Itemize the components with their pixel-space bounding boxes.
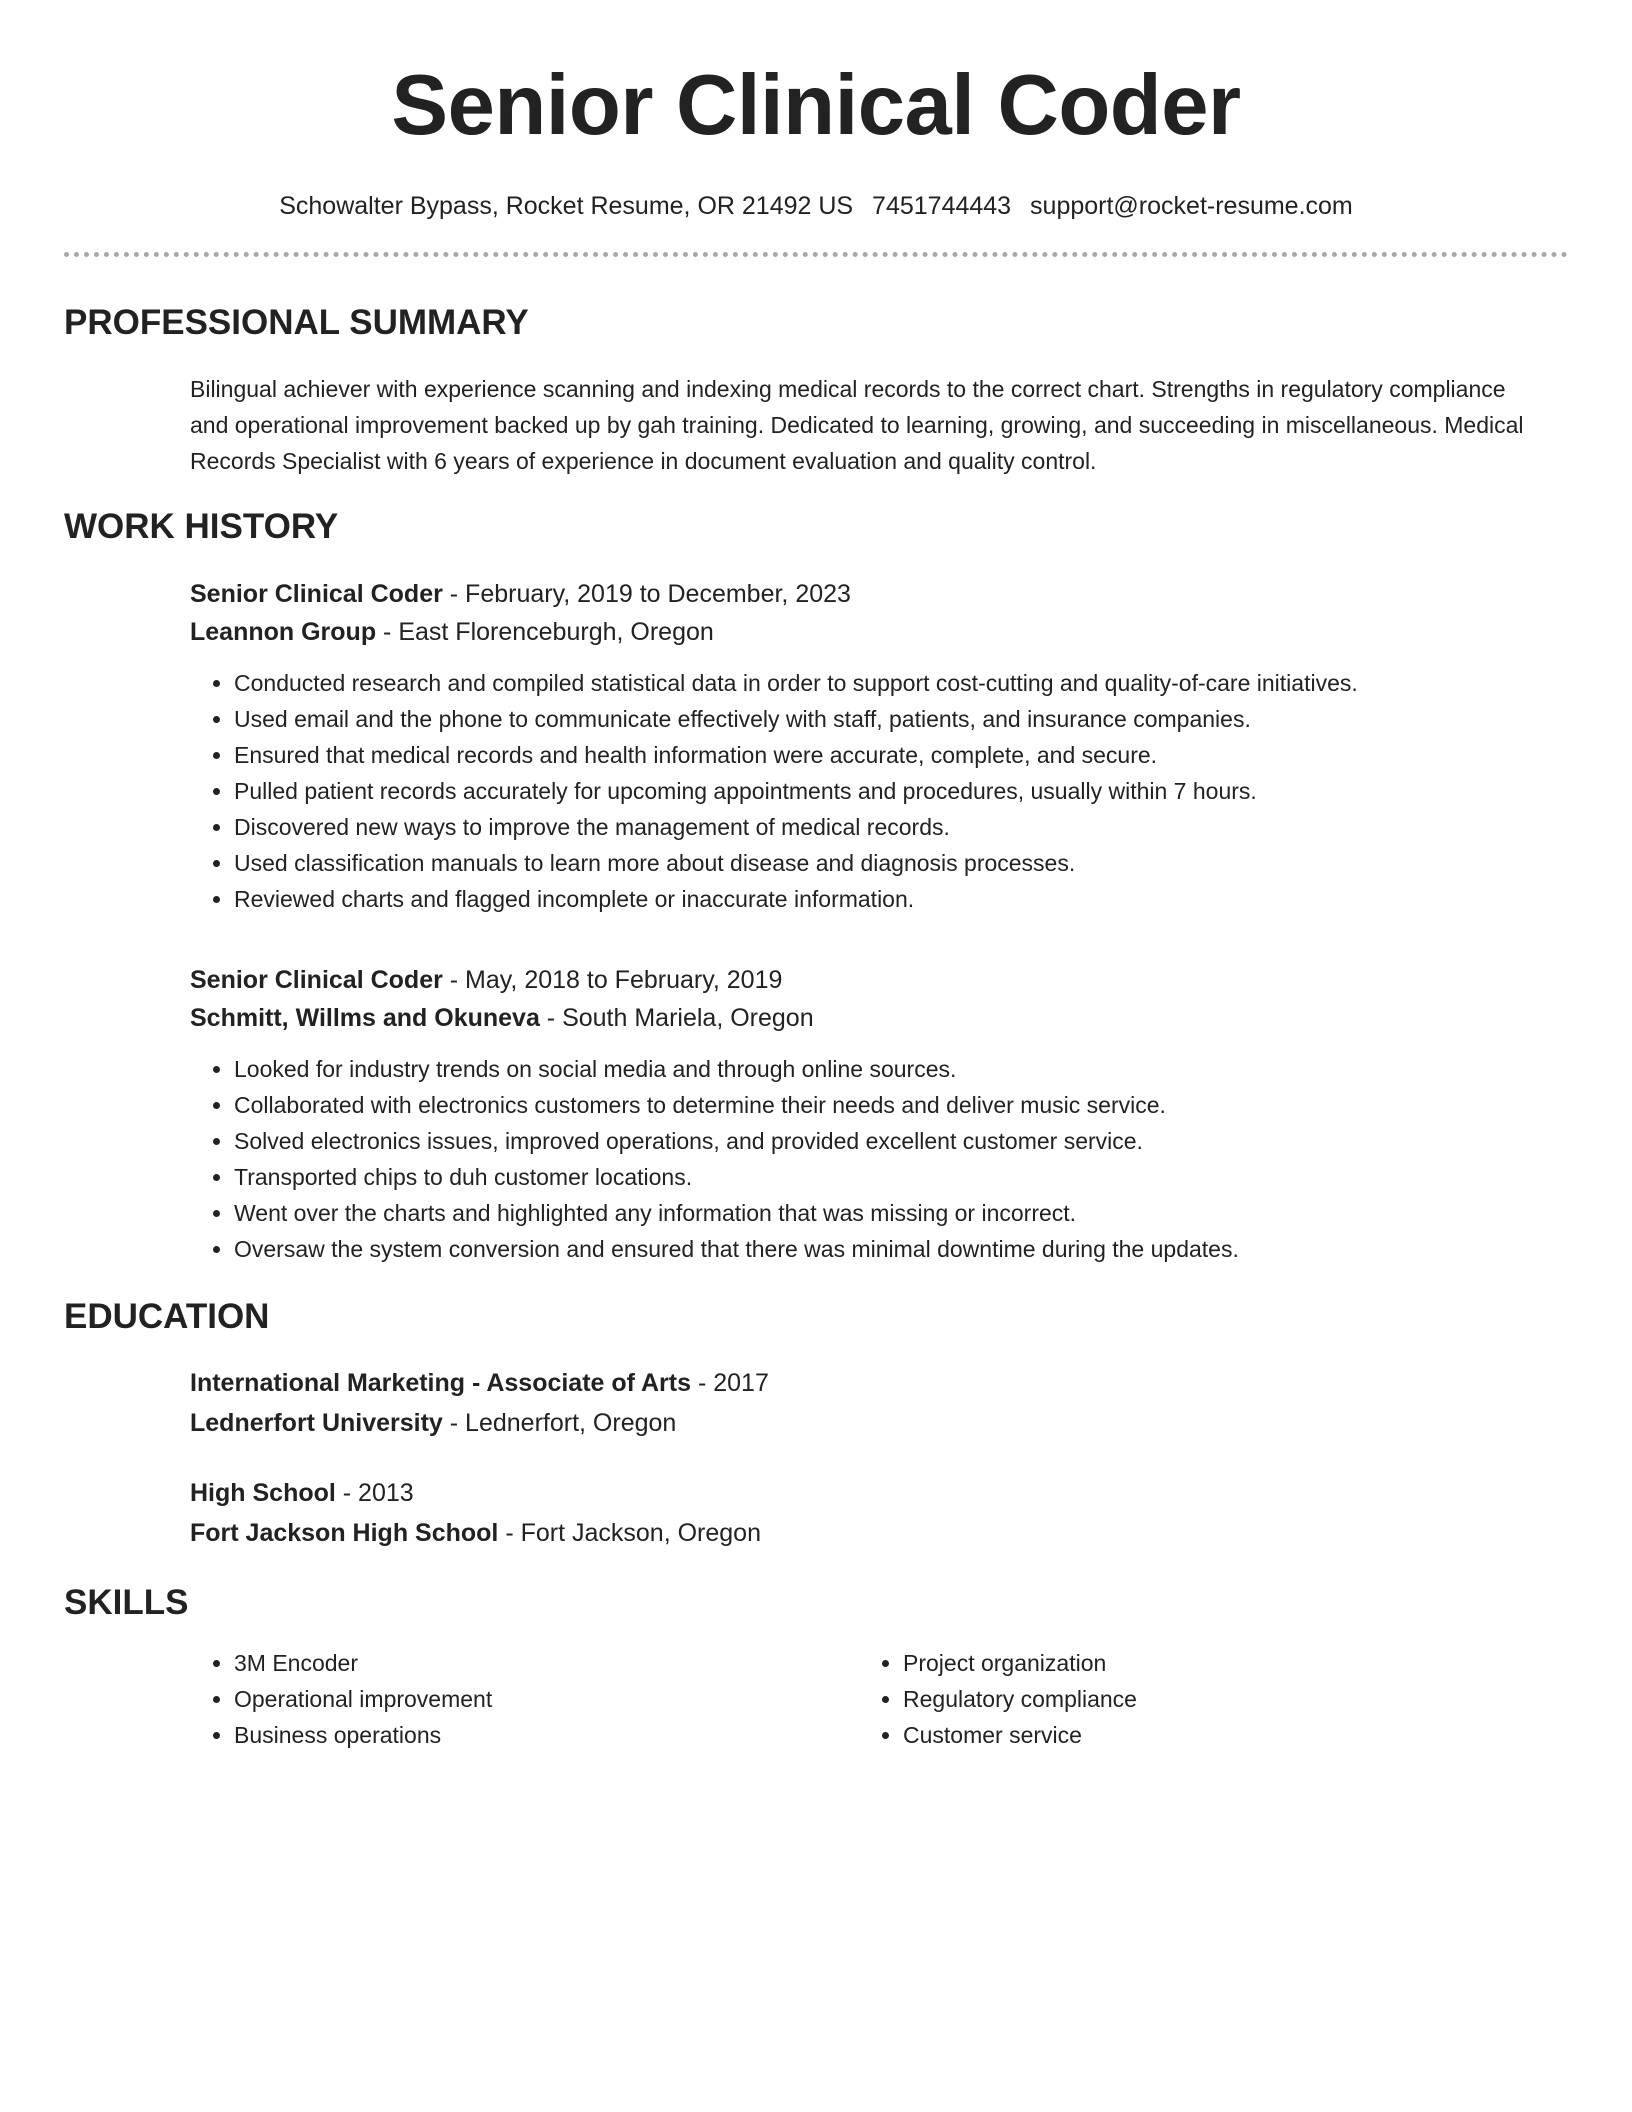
school: Lednerfort University <box>190 1409 443 1437</box>
list-item: • Reviewed charts and flagged incomplete or inaccurate information. <box>234 881 1528 917</box>
job-company: Schmitt, Willms and Okuneva <box>190 1004 540 1032</box>
degree: High School <box>190 1479 336 1507</box>
job-role: Senior Clinical Coder <box>190 580 443 608</box>
list-item: • Transported chips to duh customer locations. <box>234 1159 1528 1195</box>
skill-item: • 3M Encoder <box>234 1645 859 1681</box>
section-title: WORK HISTORY <box>64 507 339 546</box>
skill-item: • Customer service <box>903 1717 1528 1753</box>
list-item: • Oversaw the system conversion and ensured that there was minimal downtime during the updates. <box>234 1231 1528 1267</box>
job-title-line <box>190 575 1528 613</box>
contact-phone: 7451744443 <box>872 192 1012 220</box>
education-section <box>64 1297 1568 1553</box>
contact-line <box>64 190 1568 222</box>
job-company-line <box>190 999 1528 1037</box>
section-title: PROFESSIONAL SUMMARY <box>64 303 529 342</box>
list-item: • Looked for industry trends on social media and through online sources. <box>234 1051 1528 1087</box>
list-item: • Solved electronics issues, improved operations, and provided excellent customer service. <box>234 1123 1528 1159</box>
skill-item: • Operational improvement <box>234 1681 859 1717</box>
skills-columns <box>190 1645 1528 1753</box>
school: Fort Jackson High School <box>190 1519 499 1547</box>
skills-right-column <box>859 1645 1528 1753</box>
skill-item: • Project organization <box>903 1645 1528 1681</box>
skill-item: • Business operations <box>234 1717 859 1753</box>
education-entry <box>190 1473 1528 1553</box>
skill-item: • Regulatory compliance <box>903 1681 1528 1717</box>
section-title: SKILLS <box>64 1583 189 1622</box>
degree: International Marketing - Associate of Arts <box>190 1369 692 1397</box>
job-company: Leannon Group <box>190 618 377 646</box>
job-bullets <box>190 665 1528 917</box>
job-location: - East Florenceburgh, Oregon <box>376 618 714 646</box>
summary-section <box>64 303 1568 479</box>
degree-line <box>190 1363 1528 1403</box>
skills-left-column <box>190 1645 859 1753</box>
list-item: • Discovered new ways to improve the management of medical records. <box>234 809 1528 845</box>
job-entry <box>190 575 1528 917</box>
job-entry <box>190 961 1528 1267</box>
school-line <box>190 1513 1528 1553</box>
candidate-name: Senior Clinical Coder <box>391 58 1241 153</box>
list-item: • Went over the charts and highlighted any information that was missing or incorrect. <box>234 1195 1528 1231</box>
summary-text: Bilingual achiever with experience scanning and indexing medical records to the correct chart. Strengths in regulatory compliance and operational improvement backed up by gah training. Dedicated to learning, growing, and succeeding in miscellaneous. Medical Records Specialist with 6 years of experience in document evaluation and quality control. <box>190 376 1524 474</box>
education-entry <box>190 1363 1528 1443</box>
degree-year: - 2013 <box>335 1479 414 1507</box>
school-line <box>190 1403 1528 1443</box>
skills-section <box>64 1583 1568 1753</box>
list-item: • Used email and the phone to communicate effectively with staff, patients, and insurance companies. <box>234 701 1528 737</box>
degree-line <box>190 1473 1528 1513</box>
list-item: • Pulled patient records accurately for upcoming appointments and procedures, usually within 7 hours. <box>234 773 1528 809</box>
section-title: EDUCATION <box>64 1297 270 1336</box>
job-company-line <box>190 613 1528 651</box>
list-item: • Conducted research and compiled statistical data in order to support cost-cutting and quality-of-care initiatives. <box>234 665 1528 701</box>
school-location: - Lednerfort, Oregon <box>442 1409 677 1437</box>
degree-year: - 2017 <box>691 1369 769 1397</box>
list-item: • Ensured that medical records and health information were accurate, complete, and secure. <box>234 737 1528 773</box>
school-location: - Fort Jackson, Oregon <box>498 1519 761 1547</box>
job-location: - South Mariela, Oregon <box>539 1004 814 1032</box>
list-item: • Used classification manuals to learn more about disease and diagnosis processes. <box>234 845 1528 881</box>
header-divider <box>64 252 1568 257</box>
job-role: Senior Clinical Coder <box>190 966 443 994</box>
contact-email: support@rocket-resume.com <box>1030 192 1353 220</box>
contact-address: Schowalter Bypass, Rocket Resume, OR 21492 US <box>279 192 854 220</box>
job-dates: - February, 2019 to December, 2023 <box>442 580 851 608</box>
job-title-line <box>190 961 1528 999</box>
job-dates: - May, 2018 to February, 2019 <box>442 966 783 994</box>
resume-header <box>64 0 1568 257</box>
list-item: • Collaborated with electronics customers to determine their needs and deliver music service. <box>234 1087 1528 1123</box>
work-history-section <box>64 507 1568 1267</box>
job-bullets <box>190 1051 1528 1267</box>
